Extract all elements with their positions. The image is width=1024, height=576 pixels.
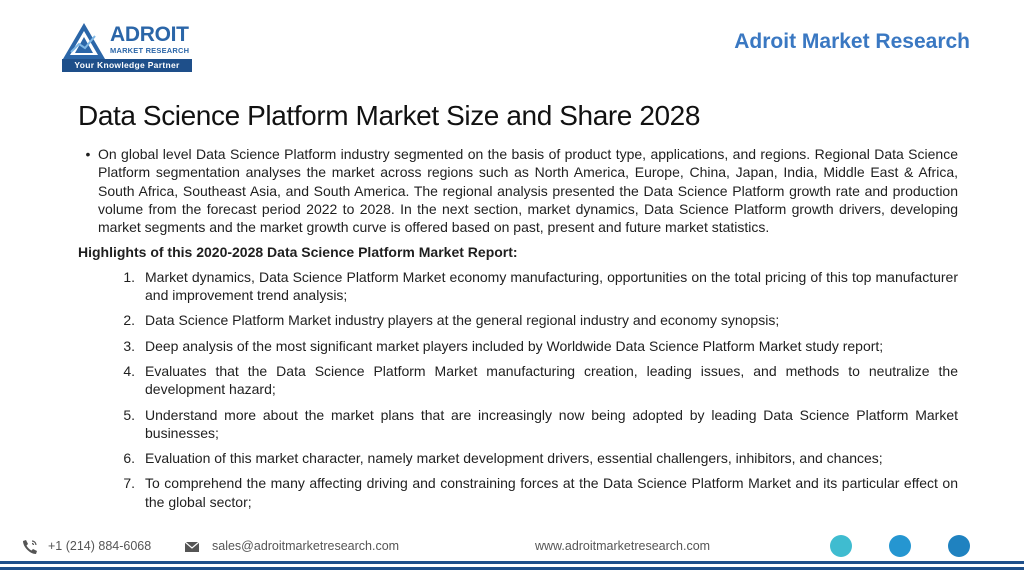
mail-icon: [184, 539, 200, 555]
list-item: [78, 474, 958, 511]
footer-divider-bottom: [0, 567, 1024, 570]
logo-mark-icon: [62, 22, 106, 60]
list-text: Understand more about the market plans that are increasingly now being adopted by leading Data Science Platform Market businesses;: [145, 406, 958, 441]
intro-text: On global level Data Science Platform industry segmented on the basis of product type, applications, and regions. Regional Data Science Platform segmentation analyses the market across regions such as North America, Europe, China, Japan, India, Middle East & Africa, South Africa, Southeast Asia, and South America. The regional analysis presented the Data Science Platform growth rate and production volume from the forecast period 2022 to 2028. In the next section, market dynamics, Data Science Platform growth drivers, developing market segments and the market growth curve is offered based on past, present and future market statistics.: [98, 146, 958, 236]
list-item: [78, 362, 958, 399]
logo-name: ADROIT: [110, 23, 189, 46]
list-number: 5.: [123, 406, 135, 423]
list-number: 3.: [123, 337, 135, 354]
list-text: To comprehend the many affecting driving and constraining forces at the Data Science Platform Market and its particular effect on the global sector;: [145, 475, 958, 510]
highlights-heading: Highlights of this 2020-2028 Data Science Platform Market Report:: [78, 244, 518, 261]
list-item: [78, 337, 958, 355]
footer-phone[interactable]: +1 (214) 884-6068: [48, 539, 152, 553]
decor-circle-blue: [889, 535, 911, 557]
list-number: 7.: [123, 475, 135, 492]
list-number: 1.: [123, 268, 135, 285]
list-text: Market dynamics, Data Science Platform Market economy manufacturing, opportunities on the total pricing of this top manufacturer and improvement trend analysis;: [145, 268, 958, 304]
logo-subtitle: MARKET RESEARCH: [110, 46, 190, 55]
footer-divider: [0, 561, 1024, 564]
highlights-list: [78, 268, 958, 511]
list-item: [78, 311, 958, 329]
intro-bullet: [78, 145, 958, 236]
phone-icon: [22, 539, 38, 555]
logo-tagline: Your Knowledge Partner: [62, 59, 192, 72]
list-item: [78, 268, 958, 305]
list-number: 6.: [123, 450, 135, 467]
footer-email[interactable]: sales@adroitmarketresearch.com: [212, 539, 400, 553]
list-text: Data Science Platform Market industry players at the general regional industry and economy synopsis;: [145, 312, 780, 329]
list-text: Evaluates that the Data Science Platform Market manufacturing creation, leading issues, and methods to neutralize the development hazard;: [145, 362, 958, 398]
decor-circle-dark: [948, 535, 970, 557]
slide-title: Data Science Platform Market Size and Share 2028: [78, 100, 701, 131]
decor-circle-teal: [830, 535, 852, 557]
list-item: [78, 406, 958, 443]
list-text: Evaluation of this market character, namely market development drivers, essential challengers, inhibitors, and chances;: [145, 450, 883, 467]
brand-name: Adroit Market Research: [734, 30, 970, 53]
list-number: 4.: [123, 362, 135, 379]
footer-website[interactable]: www.adroitmarketresearch.com: [535, 539, 711, 553]
bullet-dot: •: [85, 146, 91, 162]
list-text: Deep analysis of the most significant market players included by Worldwide Data Science Platform Market study report;: [145, 337, 884, 354]
list-number: 2.: [123, 312, 135, 329]
list-item: [78, 449, 958, 467]
company-logo: [62, 22, 194, 74]
slide-content: [78, 145, 958, 518]
